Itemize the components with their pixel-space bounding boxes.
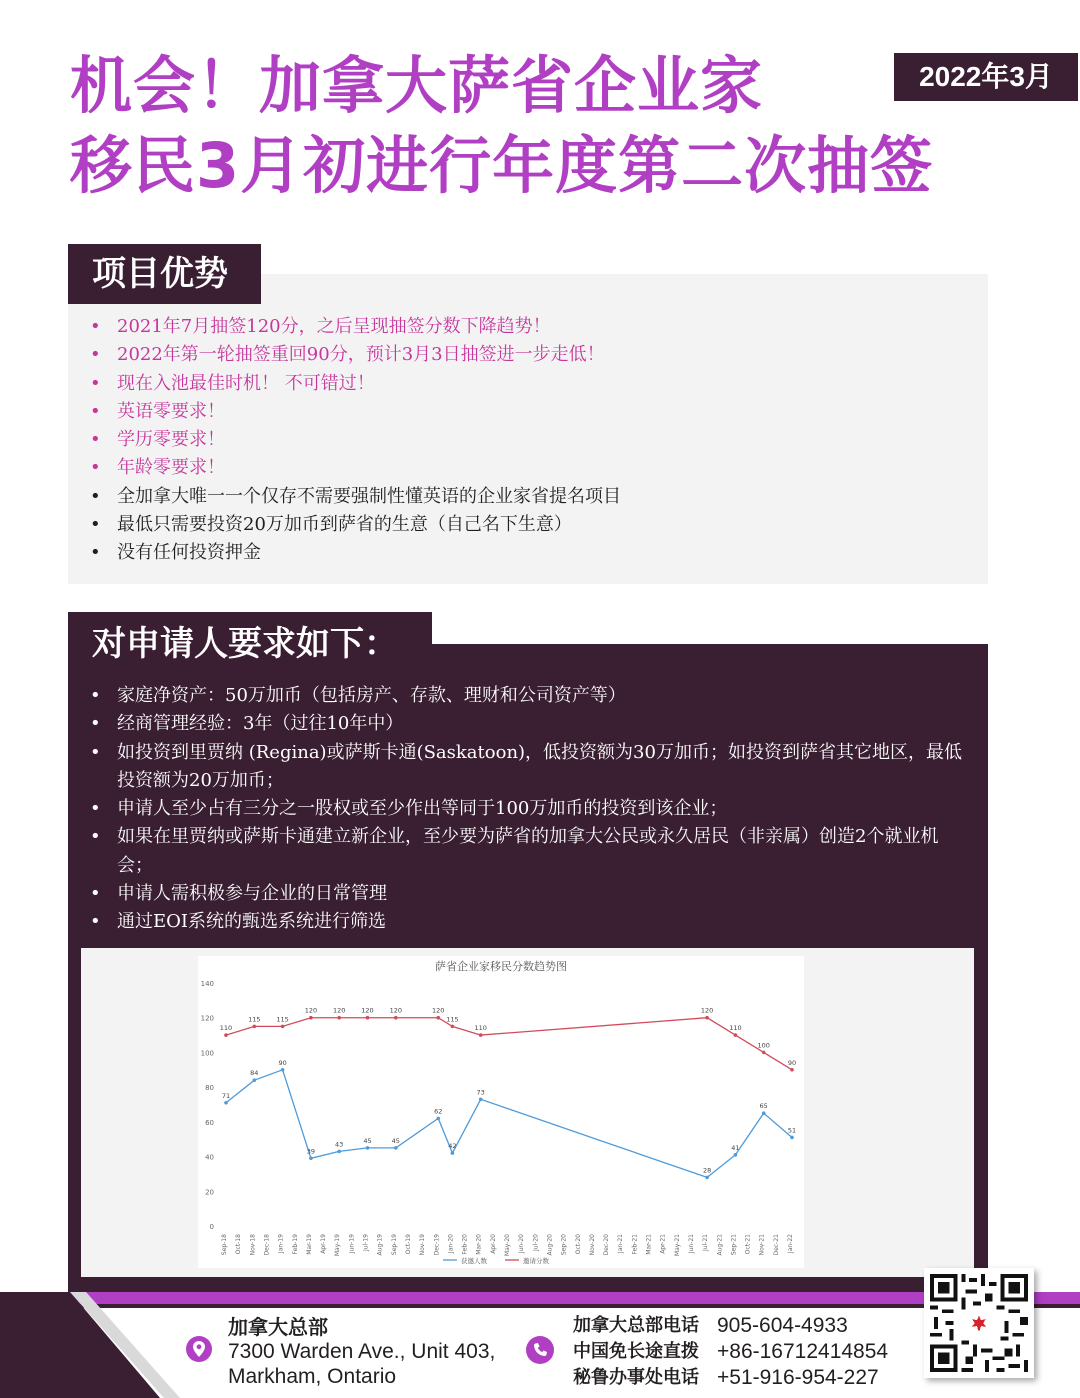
x-tick-label: Nov-21 [758, 1234, 766, 1256]
data-label: 42 [448, 1142, 457, 1151]
x-tick-label: Aug-20 [546, 1234, 554, 1256]
list-item: • 最低只需要投资20万加币到萨省的生意（自己名下生意） [90, 511, 970, 539]
data-point [705, 1016, 709, 1020]
x-tick-label: Nov-19 [419, 1234, 427, 1256]
date-badge: 2022年3月 [894, 53, 1078, 101]
data-point [762, 1111, 766, 1115]
data-label: 45 [391, 1136, 400, 1145]
x-tick-label: Jun-20 [518, 1234, 526, 1254]
phone-label-china: 中国免长途直拨 [573, 1341, 699, 1362]
data-point [705, 1176, 709, 1180]
data-label: 84 [250, 1069, 259, 1078]
x-tick-label: Jun-21 [687, 1234, 695, 1254]
advantages-heading: 项目优势 [68, 244, 261, 304]
x-tick-label: Oct-18 [235, 1234, 243, 1255]
data-point [790, 1136, 794, 1140]
x-tick-label: Sep-20 [560, 1234, 568, 1256]
data-label: 120 [304, 1006, 318, 1015]
x-tick-label: Feb-21 [631, 1234, 639, 1255]
data-label: 51 [787, 1126, 797, 1135]
title-line-2: 移民3月初进行年度第二次抽签 [70, 129, 934, 202]
series-line [226, 1018, 792, 1070]
data-point [253, 1025, 257, 1029]
title-line-1: 机会！加拿大萨省企业家 [70, 49, 764, 122]
list-item: • 申请人至少占有三分之一股权或至少作出等同于100万加币的投资到该企业； [90, 795, 970, 823]
data-point [436, 1117, 440, 1121]
x-tick-label: Oct-20 [574, 1234, 582, 1255]
data-label: 28 [702, 1166, 712, 1175]
address-line-1: 7300 Warden Ave., Unit 403, [228, 1340, 496, 1363]
data-point [762, 1051, 766, 1055]
data-point [309, 1016, 313, 1020]
location-pin-icon [186, 1336, 212, 1362]
data-point [734, 1033, 738, 1037]
data-point [394, 1146, 398, 1150]
data-point [224, 1101, 228, 1105]
data-point [337, 1016, 341, 1020]
x-tick-label: Aug-19 [376, 1234, 384, 1256]
data-label: 115 [446, 1015, 459, 1024]
x-tick-label: Feb-19 [291, 1234, 299, 1255]
x-tick-label: Sep-18 [221, 1234, 228, 1256]
x-tick-label: Mar-20 [475, 1234, 483, 1255]
data-label: 120 [332, 1006, 346, 1015]
hq-title: 加拿大总部 [228, 1315, 328, 1339]
footer-stripe-dark [0, 1304, 1080, 1308]
list-item: • 学历零要求！ [90, 426, 970, 454]
x-tick-label: Jan-21 [617, 1234, 625, 1254]
list-item: • 经商管理经验：3年（过往10年中） [90, 710, 970, 738]
data-point [451, 1151, 455, 1155]
data-label: 39 [306, 1147, 316, 1156]
list-item: • 家庭净资产：50万加币（包括房产、存款、理财和公司资产等） [90, 682, 970, 710]
data-point [224, 1033, 228, 1037]
x-tick-label: Aug-21 [716, 1234, 724, 1256]
list-item: • 现在入池最佳时机！ 不可错过！ [90, 370, 970, 398]
requirements-heading: 对申请人要求如下： [68, 612, 432, 676]
legend-entry: 获邀人数 [461, 1257, 487, 1265]
list-item: • 申请人需积极参与企业的日常管理 [90, 880, 970, 908]
phone-icon [526, 1336, 554, 1364]
y-tick-label: 120 [200, 1014, 214, 1023]
data-point [436, 1016, 440, 1020]
x-tick-label: Jan-20 [447, 1234, 455, 1254]
x-tick-label: Dec-18 [263, 1234, 271, 1256]
qr-code-icon [930, 1274, 1028, 1372]
list-item: • 年龄零要求！ [90, 454, 970, 482]
data-label: 43 [335, 1140, 344, 1149]
data-point [309, 1157, 313, 1161]
phone-number-china[interactable]: +86-16712414854 [717, 1340, 889, 1363]
phone-number-peru[interactable]: +51-916-954-227 [717, 1366, 879, 1389]
y-tick-label: 80 [205, 1084, 214, 1093]
data-point [734, 1153, 738, 1157]
x-tick-label: Jan-19 [277, 1234, 285, 1254]
phone-label-canada: 加拿大总部电话 [573, 1315, 699, 1336]
x-tick-label: Oct-21 [744, 1234, 752, 1255]
data-label: 115 [248, 1015, 261, 1024]
x-tick-label: Apr-19 [320, 1234, 328, 1254]
list-item: • 全加拿大唯一一个仅存不需要强制性懂英语的企业家省提名项目 [90, 483, 970, 511]
data-label: 65 [759, 1102, 768, 1111]
x-tick-label: Mar-19 [305, 1234, 313, 1255]
list-item: • 通过EOI系统的甄选系统进行筛选 [90, 908, 970, 936]
x-tick-label: Jul-19 [362, 1234, 370, 1252]
data-label: 120 [389, 1006, 403, 1015]
x-tick-label: Jun-19 [348, 1234, 356, 1254]
x-tick-label: Jul-21 [702, 1234, 710, 1252]
data-point [451, 1025, 455, 1029]
x-tick-label: Nov-18 [249, 1234, 257, 1256]
list-item: • 2022年第一轮抽签重回90分，预计3月3日抽签进一步走低！ [90, 341, 970, 369]
data-label: 73 [476, 1088, 485, 1097]
footer-stripe [0, 1292, 1080, 1304]
data-label: 120 [432, 1006, 445, 1015]
data-point [253, 1078, 257, 1082]
address-line-2: Markham, Ontario [228, 1365, 397, 1388]
phone-number-canada[interactable]: 905-604-4933 [717, 1314, 848, 1337]
legend-entry: 邀请分数 [523, 1257, 549, 1265]
list-item: • 英语零要求！ [90, 398, 970, 426]
data-label: 90 [787, 1058, 797, 1067]
data-point [790, 1068, 794, 1072]
y-tick-label: 140 [200, 980, 214, 988]
x-tick-label: Sep-21 [730, 1234, 738, 1256]
data-point [281, 1025, 285, 1029]
chart-container [81, 948, 974, 1277]
data-label: 110 [729, 1024, 742, 1033]
x-tick-label: May-19 [334, 1234, 342, 1257]
x-tick-label: Apr-21 [659, 1234, 667, 1254]
data-label: 120 [361, 1006, 374, 1015]
data-point [394, 1016, 398, 1020]
x-tick-label: Jul-20 [532, 1234, 540, 1252]
advantages-list [90, 313, 970, 568]
x-tick-label: Dec-21 [772, 1234, 780, 1256]
data-point [281, 1068, 285, 1072]
data-point [366, 1016, 370, 1020]
page-title [70, 46, 990, 206]
score-trend-chart [198, 956, 804, 1268]
x-tick-label: Mar-21 [645, 1234, 653, 1255]
data-label: 110 [474, 1024, 487, 1033]
x-tick-label: Apr-20 [489, 1234, 497, 1254]
phone-label-peru: 秘鲁办事处电话 [573, 1367, 699, 1388]
data-label: 120 [700, 1006, 714, 1015]
qr-code [924, 1268, 1034, 1378]
y-tick-label: 0 [209, 1223, 214, 1231]
data-label: 62 [434, 1107, 443, 1116]
x-tick-label: Feb-20 [461, 1234, 469, 1255]
y-tick-label: 100 [200, 1049, 214, 1058]
x-tick-label: Jan-22 [787, 1234, 794, 1254]
x-tick-label: Dec-20 [603, 1234, 611, 1256]
series-line [226, 1070, 792, 1178]
data-point [366, 1146, 370, 1150]
data-point [337, 1150, 341, 1154]
list-item: • 如果在里贾纳或萨斯卡通建立新企业，至少要为萨省的加拿大公民或永久居民（非亲属）创造2个就业机会； [90, 823, 970, 880]
data-label: 45 [363, 1136, 372, 1145]
y-tick-label: 20 [205, 1188, 214, 1197]
data-point [479, 1033, 483, 1037]
x-tick-label: Nov-20 [588, 1234, 596, 1256]
chart-title: 萨省企业家移民分数趋势图 [435, 960, 567, 973]
y-tick-label: 40 [205, 1153, 214, 1162]
list-item: • 2021年7月抽签120分，之后呈现抽签分数下降趋势！ [90, 313, 970, 341]
y-tick-label: 60 [205, 1118, 214, 1127]
data-label: 100 [757, 1041, 770, 1050]
data-label: 71 [221, 1091, 231, 1100]
data-label: 90 [278, 1058, 287, 1067]
x-tick-label: May-21 [673, 1234, 681, 1257]
x-tick-label: Oct-19 [404, 1234, 412, 1255]
list-item: • 没有任何投资押金 [90, 539, 970, 567]
chart-area [198, 956, 804, 1268]
data-label: 41 [731, 1143, 740, 1152]
x-tick-label: Dec-19 [433, 1234, 441, 1256]
data-label: 110 [219, 1024, 233, 1033]
data-label: 115 [276, 1015, 289, 1024]
data-point [479, 1097, 483, 1101]
list-item: • 如投资到里贾纳 (Regina)或萨斯卡通(Saskatoon)，低投资额为30万加币；如投资到萨省其它地区，最低投资额为20万加币； [90, 739, 970, 796]
requirements-list [90, 682, 970, 937]
x-tick-label: Sep-19 [390, 1234, 398, 1256]
x-tick-label: May-20 [504, 1234, 511, 1257]
